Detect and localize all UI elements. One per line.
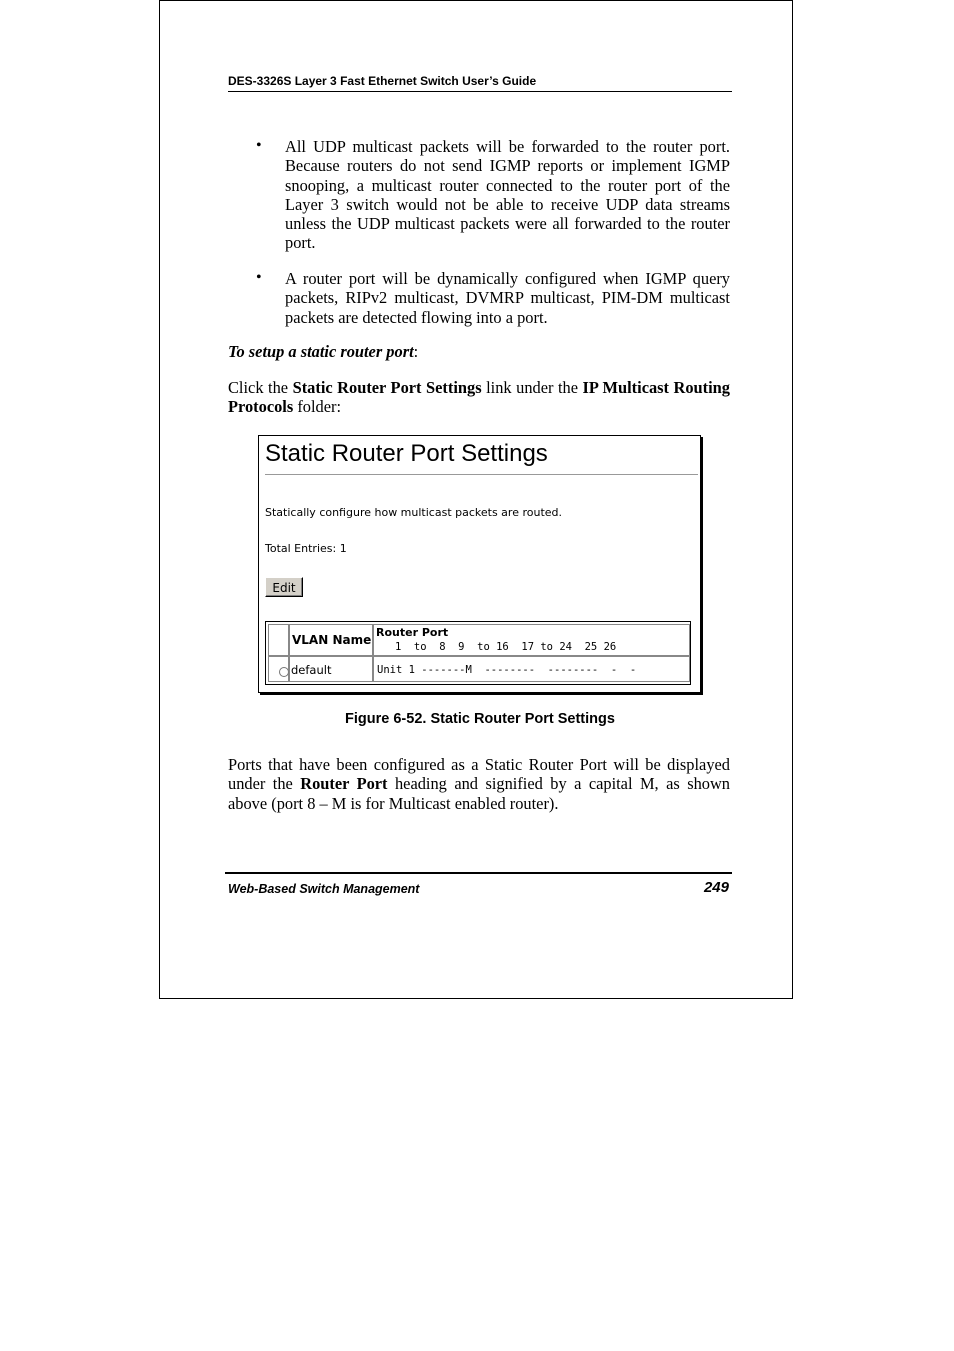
text-run: Click the [228, 378, 293, 397]
vlan-name-cell: default [289, 656, 373, 682]
screen-description: Statically configure how multicast packets are routed. [265, 506, 563, 519]
folder-name: IP Multicast Routing Protocols [228, 378, 730, 417]
text-run: Ports that have been configured as a Static Router Port will be displayed under the [228, 755, 730, 794]
footer-section-title: Web-Based Switch Management [228, 882, 420, 896]
bullet-paragraph: A router port will be dynamically configured when IGMP query packets, RIPv2 multicast, DVMRP multicast, PIM-DM multicast packets are detected flowing into a port. [285, 269, 730, 327]
procedure-heading-text: To setup a static router port [228, 342, 414, 361]
bullet-paragraph: All UDP multicast packets will be forwarded to the router port. Because routers do not send IGMP reports or implement IGMP snooping, a multicast router connected to the router port of the Layer 3 switch would not be able to receive UDP data streams unless the UDP multicast packets were all forwarded to the router port. [285, 137, 730, 253]
instruction-paragraph [228, 378, 730, 417]
router-port-cell: Unit 1 -------M -------- -------- - - [373, 656, 690, 682]
settings-screenshot [258, 435, 701, 693]
procedure-heading [228, 342, 418, 362]
vlan-radio[interactable] [279, 667, 289, 677]
select-column-header [268, 624, 289, 656]
link-name: Static Router Port Settings [292, 378, 482, 397]
bullet-symbol: • [256, 269, 262, 286]
text-run: heading and signified by a capital M, as shown above (port 8 – M is for Multicast enabled router). [228, 774, 731, 813]
heading-name: Router Port [300, 774, 388, 794]
bullet-symbol: • [256, 137, 262, 154]
title-divider [265, 474, 698, 475]
page-number: 249 [703, 879, 729, 896]
router-port-header [373, 624, 690, 656]
port-range-labels: 1 to 8 9 to 16 17 to 24 25 26 [376, 641, 617, 653]
figure-caption: Figure 6-52. Static Router Port Settings [345, 711, 615, 727]
screen-title: Static Router Port Settings [265, 440, 548, 467]
router-port-header-label: Router Port [376, 626, 449, 639]
closing-paragraph [228, 755, 730, 813]
text-run: link under the [481, 378, 583, 397]
running-header: DES-3326S Layer 3 Fast Ethernet Switch User’s Guide [228, 74, 732, 92]
vlan-name-header: VLAN Name [289, 624, 373, 656]
table-row-select [268, 656, 289, 682]
procedure-heading-colon: : [413, 342, 419, 361]
edit-button[interactable]: Edit [265, 577, 303, 597]
text-run: folder: [293, 397, 342, 417]
router-port-table [265, 621, 691, 685]
total-entries: Total Entries: 1 [265, 542, 347, 555]
footer-divider [225, 872, 732, 874]
